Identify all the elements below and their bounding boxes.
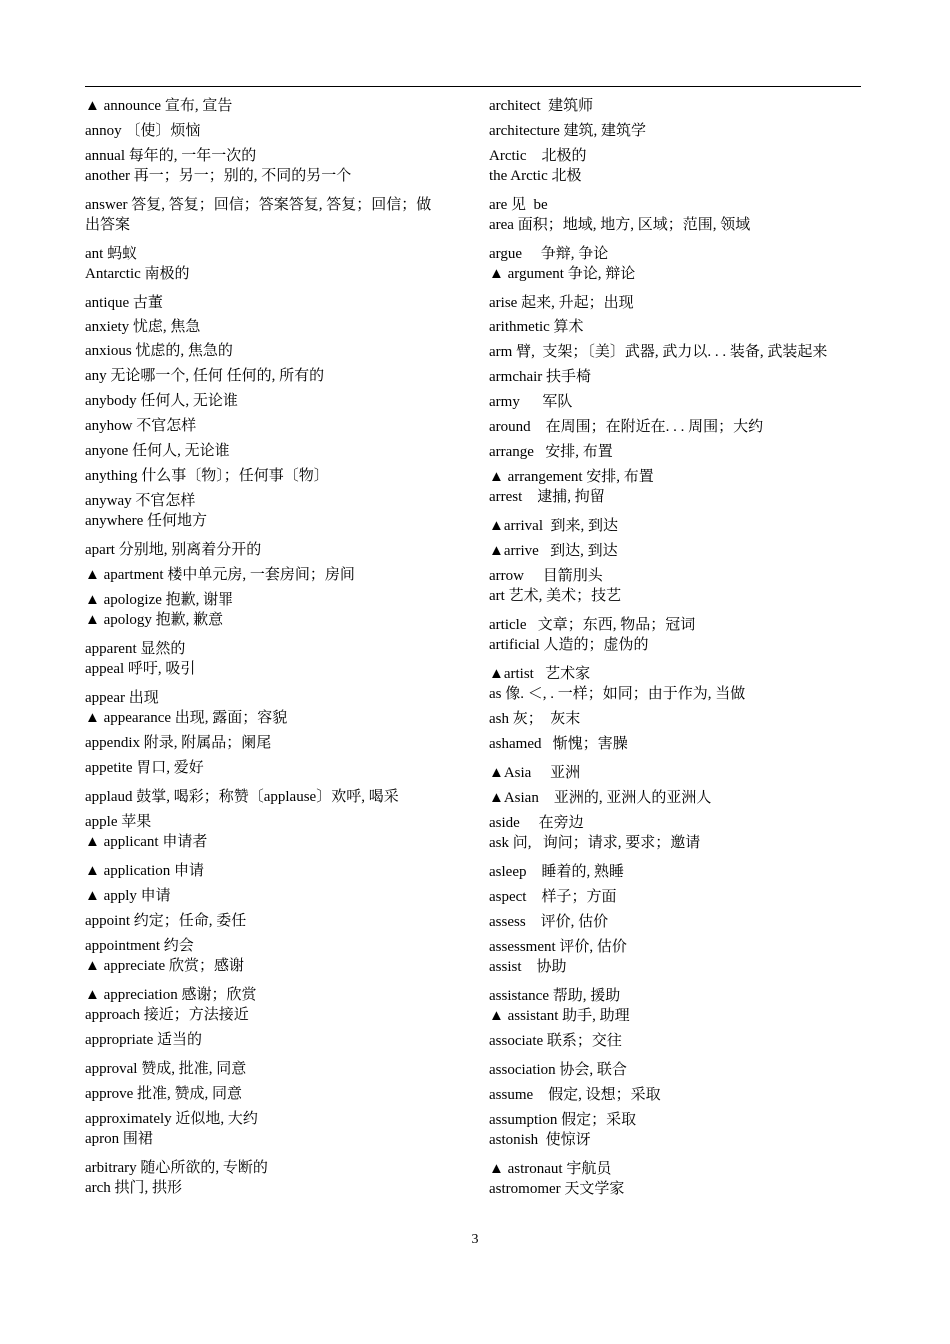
vocab-entry: ▲ appreciate 欣赏；感谢 [85, 958, 244, 974]
vocab-entry: apparent 显然的 [85, 641, 186, 657]
vocab-entry: appetite 胃口, 爱好 [85, 760, 204, 776]
vocab-entry: article 文章；东西, 物品；冠词 [489, 617, 696, 633]
vocab-entry: apart 分别地, 别离着分开的 [85, 542, 262, 558]
vocab-entry: army 军队 [489, 394, 573, 410]
vocab-entry: ▲ applicant 申请者 [85, 834, 208, 850]
vocab-entry: applaud 鼓掌, 喝彩；称赞〔applause〕欢呼, 喝采 [85, 789, 399, 805]
vocab-entry: arm 臂, 支架；〔美〕武器, 武力以. . . 装备, 武装起来 [489, 344, 828, 360]
vocab-entry: ashamed 惭愧；害臊 [489, 736, 628, 752]
vocab-entry: ▲Asian 亚洲的, 亚洲人的亚洲人 [489, 790, 712, 806]
vocab-entry: anyhow 不官怎样 [85, 418, 197, 434]
vocab-entry: ▲ argument 争论, 辩论 [489, 266, 636, 282]
vocab-entry: anybody 任何人, 无论谁 [85, 393, 238, 409]
vocab-entry: association 协会, 联合 [489, 1062, 627, 1078]
vocab-entry: ▲artist 艺术家 [489, 666, 591, 682]
vocab-entry: ask 问, 询问；请求, 要求；邀请 [489, 835, 701, 851]
right-column [489, 96, 861, 1199]
vocab-entry: appendix 附录, 附属品；阑尾 [85, 735, 272, 751]
vocab-entry: any 无论哪一个, 任何 任何的, 所有的 [85, 368, 325, 384]
vocab-entry: anywhere 任何地方 [85, 513, 208, 529]
vocab-entry: arbitrary 随心所欲的, 专断的 [85, 1160, 268, 1176]
vocab-entry: ▲ apologize 抱歉, 谢罪 [85, 592, 234, 608]
vocab-entry: aspect 样子；方面 [489, 889, 617, 905]
vocab-entry: annoy 〔使〕烦恼 [85, 123, 201, 139]
vocab-entry: argue 争辩, 争论 [489, 246, 609, 262]
vocab-entry: ▲ arrangement 安排, 布置 [489, 469, 654, 485]
vocab-entry: ▲arrival 到来, 到达 [489, 518, 618, 534]
vocab-entry: arise 起来, 升起；出现 [489, 295, 634, 311]
vocab-entry: ash 灰； 灰末 [489, 711, 581, 727]
vocab-entry: artificial 人造的；虚伪的 [489, 637, 649, 653]
vocab-entry: ▲ apply 申请 [85, 888, 171, 904]
vocab-entry: annual 每年的, 一年一次的 [85, 148, 257, 164]
vocab-entry: anxious 忧虑的, 焦急的 [85, 343, 233, 359]
vocab-entry: Arctic 北极的 [489, 148, 587, 164]
header-rule [85, 86, 861, 87]
left-column [85, 96, 445, 1198]
vocab-entry: anxiety 忧虑, 焦急 [85, 319, 201, 335]
vocab-entry: ▲ application 申请 [85, 863, 204, 879]
vocab-entry: approach 接近；方法接近 [85, 1007, 249, 1023]
vocab-entry: the Arctic 北极 [489, 168, 582, 184]
vocab-entry: ▲ apartment 楼中单元房, 一套房间；房间 [85, 567, 355, 583]
vocab-entry: appear 出现 [85, 690, 159, 706]
vocab-entry: associate 联系；交往 [489, 1033, 622, 1049]
vocab-entry: aside 在旁边 [489, 815, 584, 831]
vocab-entry: arrow 目箭刖头 [489, 568, 603, 584]
vocab-entry: ant 蚂蚁 [85, 246, 138, 262]
vocab-entry: ▲ assistant 助手, 助理 [489, 1008, 630, 1024]
vocab-entry: approve 批准, 赞成, 同意 [85, 1086, 243, 1102]
vocab-entry: asleep 睡着的, 熟睡 [489, 864, 624, 880]
vocab-entry: are 见 be [489, 197, 548, 213]
vocab-entry: appropriate 适当的 [85, 1032, 203, 1048]
vocab-entry: another 再一；另一；别的, 不同的另一个 [85, 168, 352, 184]
vocab-entry: architecture 建筑, 建筑学 [489, 123, 647, 139]
vocab-entry: apron 围裙 [85, 1131, 153, 1147]
vocab-entry: answer 答复, 答复；回信；答案答复, 答复；回信；做出答案 [85, 197, 432, 233]
vocab-entry: anyway 不官怎样 [85, 493, 196, 509]
vocab-entry: assume 假定, 设想；采取 [489, 1087, 661, 1103]
vocab-entry: apple 苹果 [85, 814, 152, 830]
page-number: 3 [471, 1232, 479, 1247]
vocab-entry: appoint 约定；任命, 委任 [85, 913, 247, 929]
vocab-entry: antique 古董 [85, 295, 163, 311]
vocab-entry: astromomer 天文学家 [489, 1181, 625, 1197]
vocab-entry: Antarctic 南极的 [85, 266, 190, 282]
vocab-entry: ▲arrive 到达, 到达 [489, 543, 618, 559]
vocab-entry: area 面积；地域, 地方, 区域；范围, 领域 [489, 217, 751, 233]
vocab-entry: approval 赞成, 批准, 同意 [85, 1061, 247, 1077]
vocab-entry: ▲ appearance 出现, 露面；容貌 [85, 710, 288, 726]
vocab-entry: as 像. ＜, . 一样；如同；由于作为, 当做 [489, 686, 746, 702]
vocab-entry: appointment 约会 [85, 938, 194, 954]
vocab-entry: arrest 逮捕, 拘留 [489, 489, 605, 505]
vocab-entry: assumption 假定；采取 [489, 1112, 637, 1128]
vocab-entry: armchair 扶手椅 [489, 369, 592, 385]
vocab-entry: anyone 任何人, 无论谁 [85, 443, 230, 459]
vocab-entry: ▲ announce 宣布, 宣告 [85, 98, 233, 114]
vocab-entry: approximately 近似地, 大约 [85, 1111, 258, 1127]
vocab-entry: assess 评价, 估价 [489, 914, 609, 930]
vocab-entry: arithmetic 算术 [489, 319, 584, 335]
vocab-entry: architect 建筑师 [489, 98, 594, 114]
vocab-entry: arch 拱门, 拱形 [85, 1180, 183, 1196]
vocab-entry: around 在周围；在附近在. . . 周围；大约 [489, 419, 764, 435]
vocab-entry: astonish 使惊讶 [489, 1132, 591, 1148]
vocab-entry: ▲Asia 亚洲 [489, 765, 581, 781]
vocab-entry: assessment 评价, 估价 [489, 939, 627, 955]
vocab-entry: assistance 帮助, 援助 [489, 988, 621, 1004]
vocab-entry: ▲ appreciation 感谢；欣赏 [85, 987, 257, 1003]
vocab-entry: anything 什么事〔物〕；任何事〔物〕 [85, 468, 329, 484]
vocab-entry: appeal 呼吁, 吸引 [85, 661, 196, 677]
vocab-entry: ▲ apology 抱歉, 歉意 [85, 612, 224, 628]
vocab-entry: art 艺术, 美术；技艺 [489, 588, 622, 604]
vocab-entry: ▲ astronaut 宇航员 [489, 1161, 612, 1177]
vocab-entry: assist 协助 [489, 959, 567, 975]
vocab-entry: arrange 安排, 布置 [489, 444, 613, 460]
